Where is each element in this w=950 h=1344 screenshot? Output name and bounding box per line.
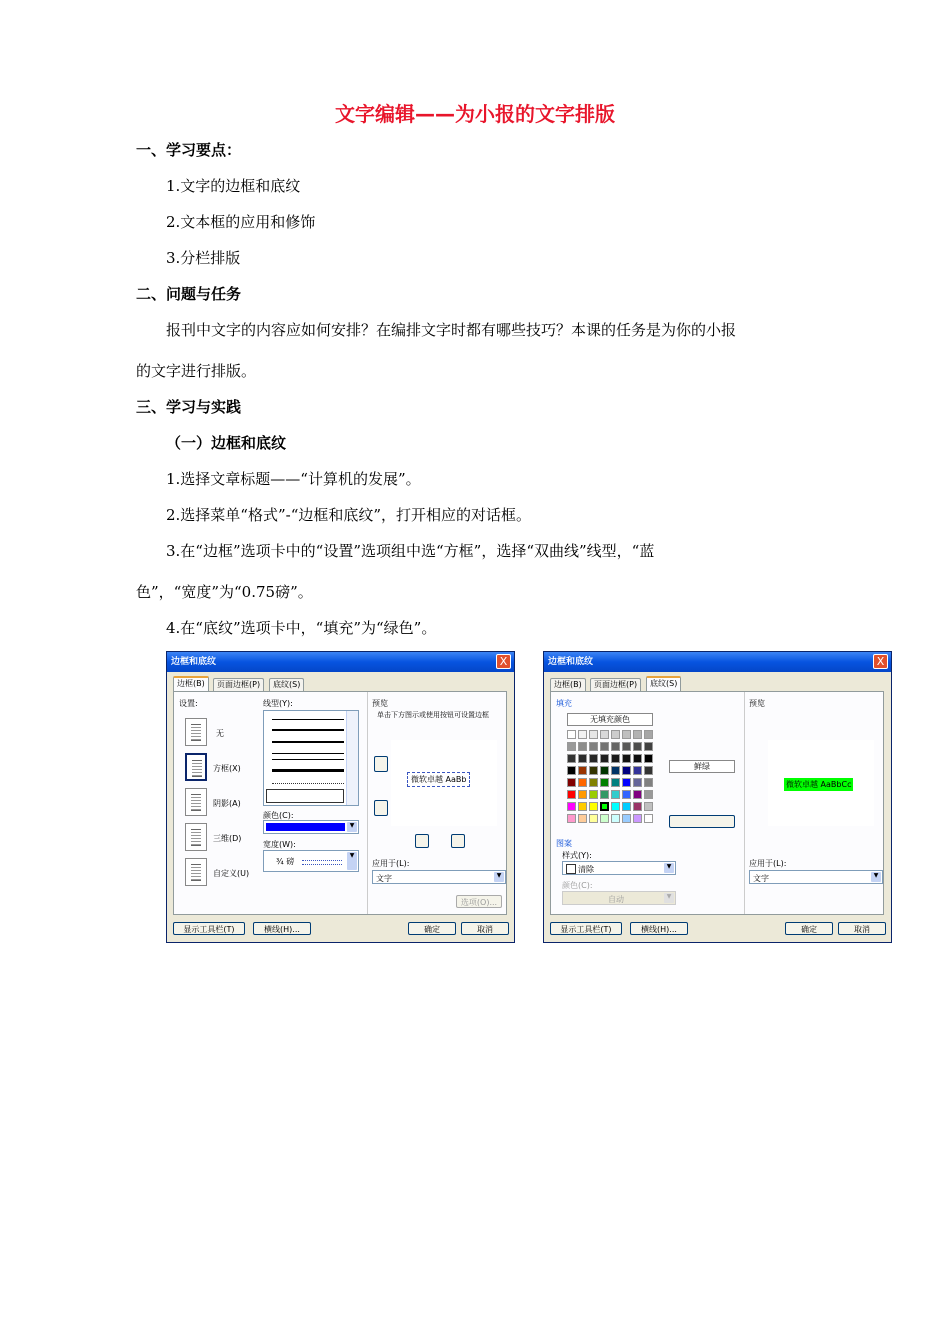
color-swatch[interactable]: [633, 730, 642, 739]
color-swatch[interactable]: [600, 730, 609, 739]
color-swatch[interactable]: [567, 802, 576, 811]
color-swatch[interactable]: [567, 766, 576, 775]
color-swatch[interactable]: [589, 766, 598, 775]
preview-text: 微软卓越 AaBb: [407, 772, 470, 787]
tab-borders[interactable]: 边框(B): [173, 676, 209, 691]
cancel-button[interactable]: 取消: [461, 922, 509, 935]
no-fill-button[interactable]: 无填充颜色: [567, 713, 653, 726]
pattern-color-value: 自动: [608, 895, 624, 904]
line-style-label: 线型(Y):: [263, 699, 293, 708]
ok-button[interactable]: 确定: [408, 922, 456, 935]
color-swatch[interactable]: [578, 742, 587, 751]
color-swatch[interactable]: [567, 778, 576, 787]
ok-button[interactable]: 确定: [785, 922, 833, 935]
color-swatch[interactable]: [611, 742, 620, 751]
color-swatch[interactable]: [578, 730, 587, 739]
color-swatch[interactable]: [622, 814, 631, 823]
style-value: 清除: [578, 865, 594, 874]
preview-box: [768, 740, 874, 826]
style-combo[interactable]: 清除 ▼: [562, 861, 676, 875]
apply-combo[interactable]: 文字 ▼: [749, 870, 883, 884]
color-swatch[interactable]: [622, 730, 631, 739]
color-swatch[interactable]: [611, 802, 620, 811]
color-swatch[interactable]: [644, 742, 653, 751]
width-label: 宽度(W):: [263, 840, 296, 849]
setting-custom-icon[interactable]: [185, 858, 207, 886]
shading-dialog: [543, 651, 892, 943]
step: 色”，“宽度”为“0.75磅”。: [136, 583, 313, 601]
tab-panel: [173, 691, 507, 915]
color-swatch[interactable]: [633, 802, 642, 811]
borders-dialog: [166, 651, 515, 943]
color-swatch[interactable]: [644, 778, 653, 787]
color-swatch[interactable]: [633, 742, 642, 751]
setting-box-icon[interactable]: [185, 753, 207, 781]
style-label: 样式(Y):: [562, 851, 592, 860]
color-swatch[interactable]: [589, 730, 598, 739]
width-combo[interactable]: ¾ 磅 ▼: [263, 850, 359, 872]
color-swatch[interactable]: [633, 766, 642, 775]
color-swatch[interactable]: [578, 754, 587, 763]
top-border-button[interactable]: [374, 756, 388, 772]
color-combo[interactable]: ▼: [263, 820, 359, 834]
list-item: 3.分栏排版: [166, 249, 241, 267]
color-swatch[interactable]: [578, 778, 587, 787]
color-swatch[interactable]: [589, 790, 598, 799]
step: 1.选择文章标题——“计算机的发展”。: [166, 470, 421, 488]
section-heading-1: 一、学习要点：: [136, 141, 242, 159]
list-item: 2.文本框的应用和修饰: [166, 213, 316, 231]
horizontal-line-button[interactable]: 横线(H)...: [630, 922, 688, 935]
preview-label: 预览: [749, 699, 765, 708]
show-toolbar-button[interactable]: 显示工具栏(T): [173, 922, 245, 935]
color-swatch[interactable]: [578, 766, 587, 775]
color-swatch[interactable]: [600, 778, 609, 787]
horizontal-line-button[interactable]: 横线(H)...: [253, 922, 311, 935]
page-title: 文字编辑——为小报的文字排版: [335, 102, 615, 126]
color-swatch[interactable]: [622, 754, 631, 763]
paragraph: 报刊中文字的内容应如何安排？在编排文字时都有哪些技巧？本课的任务是为你的小报: [166, 321, 737, 339]
color-swatch[interactable]: [611, 778, 620, 787]
color-swatch[interactable]: [633, 778, 642, 787]
step: 4.在“底纹”选项卡中，“填充”为“绿色”。: [166, 619, 437, 637]
color-swatch[interactable]: [644, 730, 653, 739]
color-swatch[interactable]: [600, 790, 609, 799]
color-swatch[interactable]: [600, 766, 609, 775]
tab-borders[interactable]: 边框(B): [550, 678, 586, 691]
color-swatch[interactable]: [567, 742, 576, 751]
show-toolbar-button[interactable]: 显示工具栏(T): [550, 922, 622, 935]
setting-none-label: 无: [216, 729, 224, 738]
color-swatch[interactable]: [622, 742, 631, 751]
color-swatch[interactable]: [611, 730, 620, 739]
paragraph: 的文字进行排版。: [136, 362, 257, 380]
color-palette: [567, 730, 655, 828]
apply-label: 应用于(L):: [749, 859, 787, 868]
color-swatch[interactable]: [567, 814, 576, 823]
color-swatch[interactable]: [633, 790, 642, 799]
color-swatch[interactable]: [622, 790, 631, 799]
setting-none-icon[interactable]: [185, 718, 207, 746]
close-icon[interactable]: X: [496, 654, 511, 669]
color-swatch[interactable]: [600, 802, 609, 811]
apply-value: 文字: [753, 874, 769, 883]
color-name-box: 鲜绿: [669, 760, 735, 773]
color-swatch[interactable]: [600, 742, 609, 751]
subheading: （一）边框和底纹: [166, 434, 287, 452]
color-swatch[interactable]: [600, 754, 609, 763]
color-swatch[interactable]: [567, 790, 576, 799]
color-swatch[interactable]: [611, 814, 620, 823]
color-swatch[interactable]: [611, 790, 620, 799]
tab-page-border[interactable]: 页面边框(P): [213, 678, 264, 691]
preview-text: 微软卓越 AaBbCc: [786, 780, 852, 789]
right-border-button[interactable]: [451, 834, 465, 848]
fill-label: 填充: [556, 699, 572, 708]
color-swatch[interactable]: [567, 754, 576, 763]
color-swatch[interactable]: [611, 766, 620, 775]
dialog-titlebar: 边框和底纹: [167, 652, 514, 672]
apply-combo[interactable]: 文字 ▼: [372, 870, 506, 884]
preview-box: [391, 740, 497, 826]
tab-page-border[interactable]: 页面边框(P): [590, 678, 641, 691]
color-swatch[interactable]: [622, 802, 631, 811]
color-swatch[interactable]: [644, 766, 653, 775]
cancel-button[interactable]: 取消: [838, 922, 886, 935]
color-swatch[interactable]: [589, 814, 598, 823]
color-swatch[interactable]: [622, 766, 631, 775]
line-style-list[interactable]: [263, 710, 359, 806]
color-swatch[interactable]: [633, 814, 642, 823]
pattern-color-combo[interactable]: 自动 ▼: [562, 891, 676, 905]
left-border-button[interactable]: [415, 834, 429, 848]
section-heading-2: 二、问题与任务: [136, 285, 242, 303]
more-colors-button[interactable]: [669, 815, 735, 828]
bottom-border-button[interactable]: [374, 800, 388, 816]
color-swatch[interactable]: [589, 742, 598, 751]
setting-shadow-label: 阴影(A): [213, 799, 241, 808]
step: 3.在“边框”选项卡中的“设置”选项组中选“方框”，选择“双曲线”线型，“蓝: [166, 542, 655, 560]
color-swatch[interactable]: [589, 802, 598, 811]
apply-value: 文字: [376, 874, 392, 883]
color-swatch[interactable]: [578, 802, 587, 811]
tab-panel: [550, 691, 884, 915]
setting-shadow-icon[interactable]: [185, 788, 207, 816]
setting-label: 设置:: [179, 699, 198, 708]
color-swatch[interactable]: [567, 730, 576, 739]
setting-custom-label: 自定义(U): [213, 869, 250, 878]
options-button[interactable]: 选项(O)...: [456, 895, 502, 908]
color-swatch[interactable]: [611, 754, 620, 763]
color-swatch[interactable]: [589, 754, 598, 763]
dialog-titlebar: 边框和底纹: [544, 652, 891, 672]
list-item: 1.文字的边框和底纹: [166, 177, 301, 195]
color-swatch[interactable]: [589, 778, 598, 787]
color-swatch[interactable]: [644, 754, 653, 763]
tab-shading[interactable]: 底纹(S): [646, 676, 681, 691]
close-icon[interactable]: X: [873, 654, 888, 669]
color-swatch[interactable]: [578, 814, 587, 823]
section-heading-3: 三、学习与实践: [136, 398, 242, 416]
preview-label: 预览: [372, 699, 388, 708]
preview-hint: 单击下方图示或使用按钮可设置边框: [377, 711, 489, 719]
width-value: ¾ 磅: [276, 857, 295, 866]
color-swatch[interactable]: [622, 778, 631, 787]
step: 2.选择菜单“格式”-“边框和底纹”，打开相应的对话框。: [166, 506, 532, 524]
pattern-label: 图案: [556, 839, 572, 848]
color-swatch[interactable]: [578, 790, 587, 799]
color-swatch[interactable]: [644, 814, 653, 823]
pattern-color-label: 颜色(C):: [562, 881, 593, 890]
tab-shading[interactable]: 底纹(S): [269, 678, 304, 691]
setting-3d-label: 三维(D): [213, 834, 242, 843]
apply-label: 应用于(L):: [372, 859, 410, 868]
setting-3d-icon[interactable]: [185, 823, 207, 851]
color-swatch[interactable]: [633, 754, 642, 763]
color-swatch[interactable]: [600, 814, 609, 823]
color-swatch[interactable]: [644, 790, 653, 799]
color-swatch[interactable]: [644, 802, 653, 811]
color-label: 颜色(C):: [263, 811, 294, 820]
setting-box-label: 方框(X): [213, 764, 241, 773]
